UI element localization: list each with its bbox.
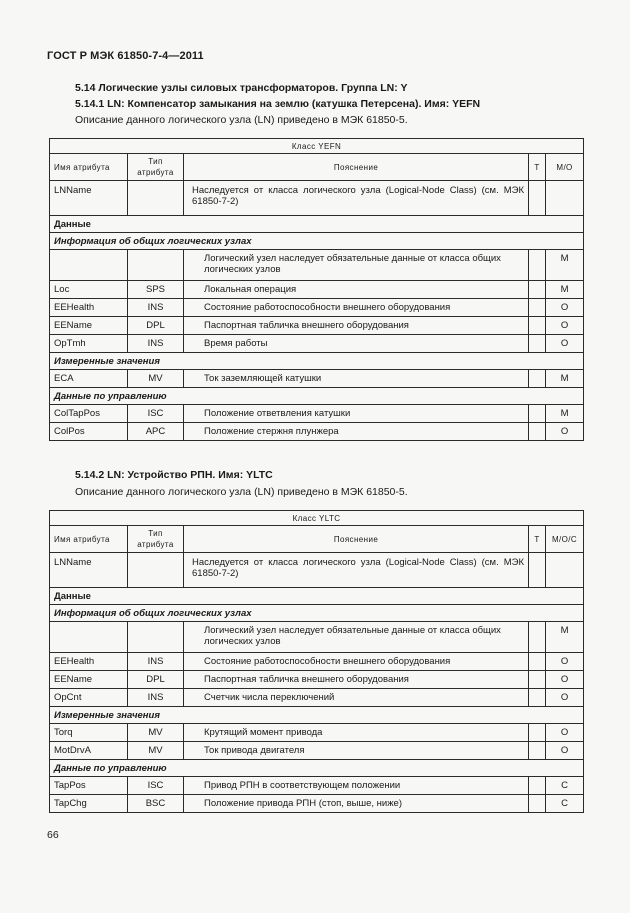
attr-mo: M [546,370,584,388]
attr-desc: Счетчик числа переключений [184,689,529,707]
attr-mo: O [546,299,584,317]
attr-type: SPS [128,281,184,299]
group-label: Данные [50,588,584,605]
attr-desc: Наследуется от класса логического узла (Logical-Node Class) (см. МЭК 61850-7-2) [184,553,529,588]
attr-name: EEHealth [50,299,128,317]
attr-type: MV [128,742,184,760]
attr-type [128,181,184,216]
attr-name: Torq [50,724,128,742]
attr-name: ColPos [50,423,128,441]
attr-t [529,724,546,742]
attr-type: MV [128,370,184,388]
attr-t [529,777,546,795]
attr-mo: C [546,795,584,813]
attr-t [529,370,546,388]
column-header: Имя атрибута [50,526,128,553]
subgroup-label: Измеренные значения [50,707,584,724]
attr-t [529,299,546,317]
subsection-title-yefn: 5.14.1 LN: Компенсатор замыкания на землю (катушка Петерсена). Имя: YEFN [75,98,481,110]
column-header: Пояснение [184,526,529,553]
attr-t [529,250,546,281]
section-description-yltc: Описание данного логического узла (LN) приведено в МЭК 61850-5. [75,486,408,498]
attr-t [529,671,546,689]
attr-mo: O [546,423,584,441]
attr-mo: O [546,689,584,707]
attr-type: APC [128,423,184,441]
attr-t [529,423,546,441]
attr-desc: Крутящий момент привода [184,724,529,742]
column-header: T [529,526,546,553]
attr-desc: Логический узел наследует обязательные данные от класса общих логических узлов [184,622,529,653]
subgroup-label: Данные по управлению [50,760,584,777]
column-header: Имя атрибута [50,154,128,181]
yefn-table [49,138,584,441]
attr-desc: Состояние работоспособности внешнего оборудования [184,299,529,317]
attr-t [529,553,546,588]
page-number: 66 [47,829,59,841]
subgroup-label: Информация об общих логических узлах [50,233,584,250]
attr-name: MotDrvA [50,742,128,760]
attr-name: EEName [50,671,128,689]
group-label: Данные [50,216,584,233]
attr-name: Loc [50,281,128,299]
attr-name: TapChg [50,795,128,813]
attr-name: ColTapPos [50,405,128,423]
attr-mo: O [546,724,584,742]
column-header: M/O/C [546,526,584,553]
column-header: T [529,154,546,181]
attr-name: LNName [50,181,128,216]
attr-desc: Паспортная табличка внешнего оборудования [184,317,529,335]
attr-mo: O [546,317,584,335]
attr-desc: Привод РПН в соответствующем положении [184,777,529,795]
attr-mo: O [546,653,584,671]
attr-t [529,742,546,760]
subgroup-label: Информация об общих логических узлах [50,605,584,622]
class-label: Класс YLTC [50,511,584,526]
document-header: ГОСТ Р МЭК 61850-7-4—2011 [47,50,204,62]
attr-type [128,622,184,653]
attr-desc: Время работы [184,335,529,353]
attr-mo: O [546,335,584,353]
attr-mo: M [546,250,584,281]
attr-name [50,622,128,653]
attr-name: EEName [50,317,128,335]
attr-desc: Положение стержня плунжера [184,423,529,441]
attr-desc: Состояние работоспособности внешнего оборудования [184,653,529,671]
attr-type: DPL [128,671,184,689]
attr-mo: O [546,671,584,689]
subgroup-label: Данные по управлению [50,388,584,405]
attr-type [128,250,184,281]
attr-type: MV [128,724,184,742]
attr-name: TapPos [50,777,128,795]
column-header: Тип атрибута [128,154,184,181]
attr-name: LNName [50,553,128,588]
section-title: 5.14 Логические узлы силовых трансформаторов. Группа LN: Y [75,82,408,94]
attr-type [128,553,184,588]
attr-t [529,281,546,299]
attr-t [529,405,546,423]
attr-name: EEHealth [50,653,128,671]
section-description-yefn: Описание данного логического узла (LN) приведено в МЭК 61850-5. [75,114,408,126]
attr-mo: M [546,405,584,423]
attr-mo: M [546,281,584,299]
attr-desc: Ток заземляющей катушки [184,370,529,388]
attr-t [529,622,546,653]
attr-type: DPL [128,317,184,335]
attr-type: INS [128,299,184,317]
attr-mo: O [546,742,584,760]
attr-t [529,335,546,353]
attr-desc: Положение привода РПН (стоп, выше, ниже) [184,795,529,813]
attr-type: BSC [128,795,184,813]
attr-desc: Ток привода двигателя [184,742,529,760]
attr-type: ISC [128,405,184,423]
attr-desc: Положение ответвления катушки [184,405,529,423]
attr-desc: Логический узел наследует обязательные данные от класса общих логических узлов [184,250,529,281]
attr-t [529,795,546,813]
column-header: M/O [546,154,584,181]
attr-type: INS [128,689,184,707]
subsection-title-yltc: 5.14.2 LN: Устройство РПН. Имя: YLTC [75,469,273,481]
attr-t [529,317,546,335]
class-label: Класс YEFN [50,139,584,154]
attr-type: INS [128,335,184,353]
column-header: Тип атрибута [128,526,184,553]
subgroup-label: Измеренные значения [50,353,584,370]
attr-desc: Наследуется от класса логического узла (Logical-Node Class) (см. МЭК 61850-7-2) [184,181,529,216]
attr-mo: M [546,622,584,653]
attr-mo [546,553,584,588]
attr-mo [546,181,584,216]
attr-name: OpCnt [50,689,128,707]
attr-mo: C [546,777,584,795]
attr-t [529,653,546,671]
attr-type: ISC [128,777,184,795]
attr-desc: Локальная операция [184,281,529,299]
attr-t [529,689,546,707]
yltc-table [49,510,584,813]
attr-name: ECA [50,370,128,388]
attr-name [50,250,128,281]
attr-desc: Паспортная табличка внешнего оборудования [184,671,529,689]
attr-t [529,181,546,216]
attr-type: INS [128,653,184,671]
attr-name: OpTmh [50,335,128,353]
column-header: Пояснение [184,154,529,181]
